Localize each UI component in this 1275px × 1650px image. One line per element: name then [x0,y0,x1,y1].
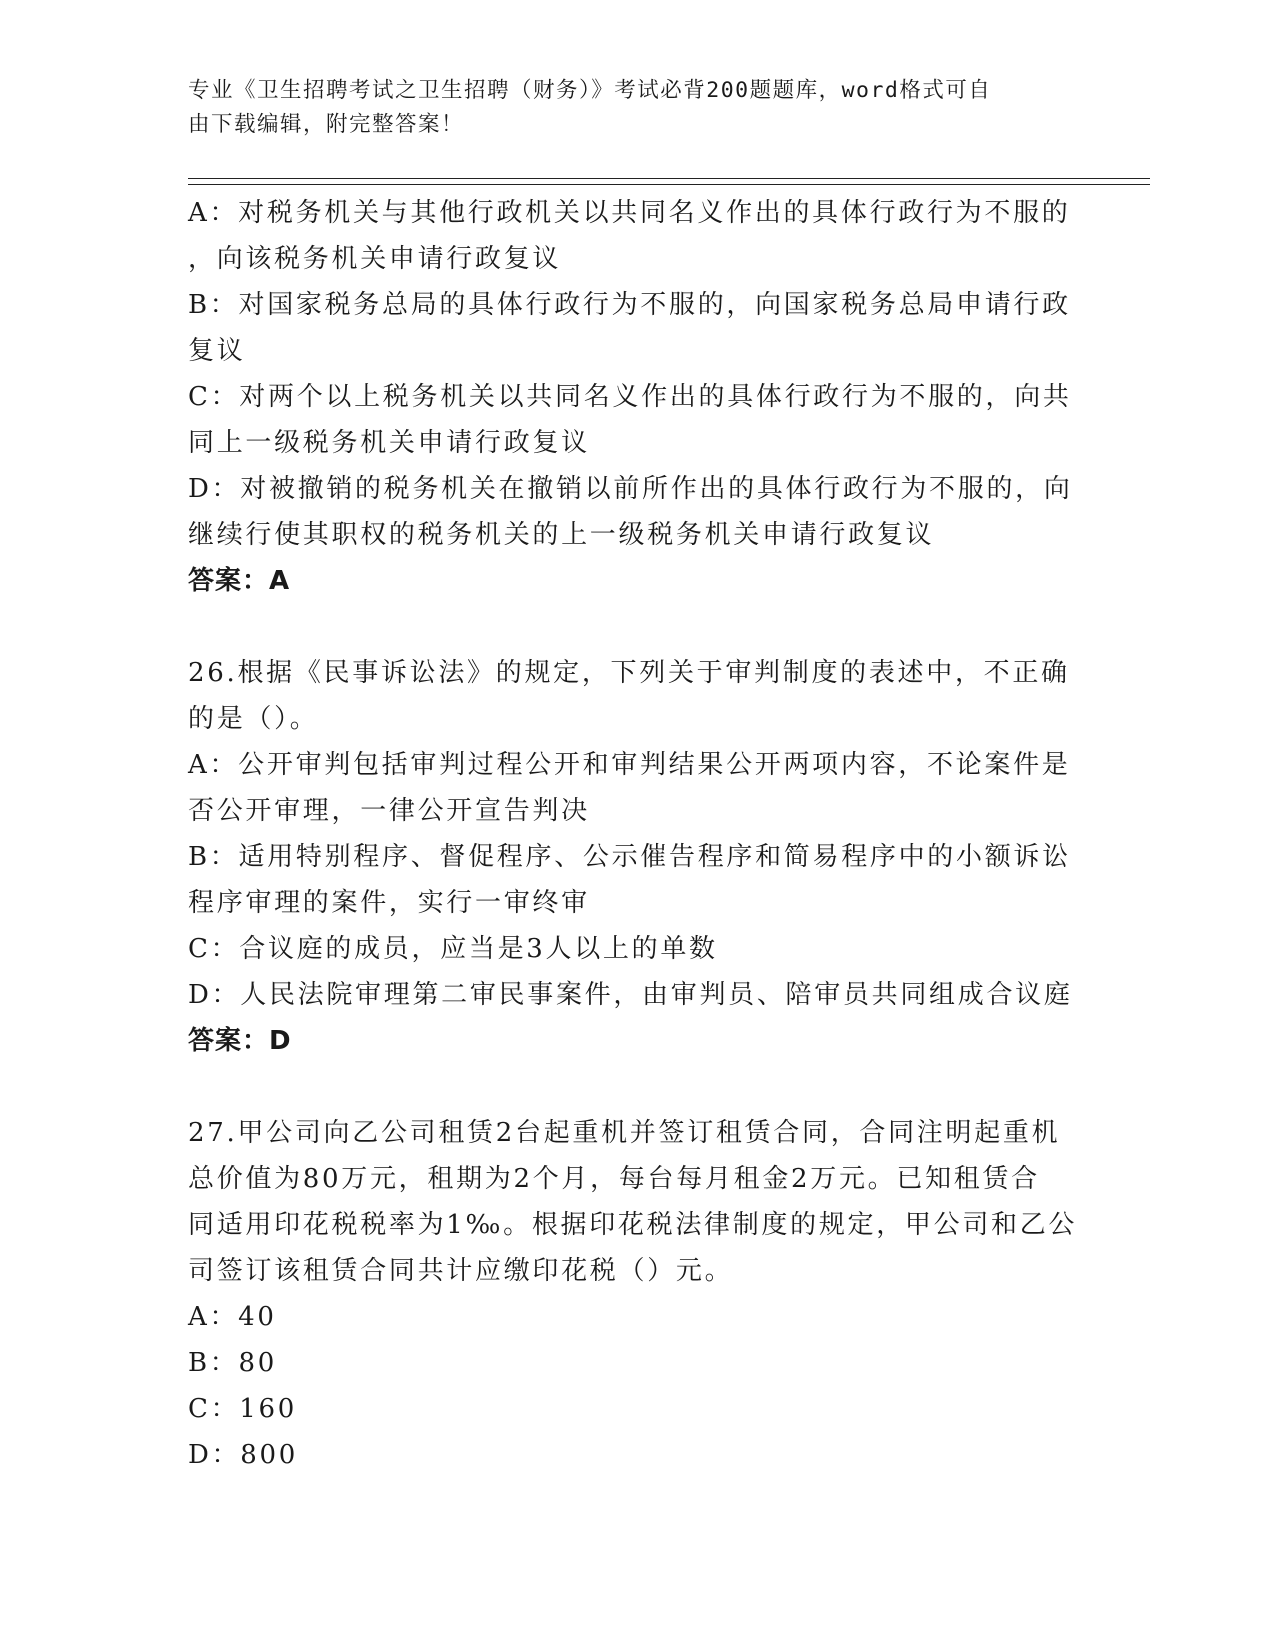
q25-option-b-line-2: 复议 [188,336,246,366]
q25-answer: 答案：A [188,566,291,596]
q27-stem-line-1: 27.甲公司向乙公司租赁2台起重机并签订租赁合同，合同注明起重机 [188,1118,1061,1148]
header-divider-bottom [188,184,1150,185]
q26-stem-line-1: 26.根据《民事诉讼法》的规定，下列关于审判制度的表述中，不正确 [188,658,1070,688]
q26-answer: 答案：D [188,1026,292,1056]
q27-option-d: D：800 [188,1440,298,1470]
question-26-block [188,650,1088,1064]
header-line-2: 由下载编辑，附完整答案！ [188,112,465,137]
q27-option-a: A：40 [188,1302,277,1332]
q25-option-a-line-1: A：对税务机关与其他行政机关以共同名义作出的具体行政行为不服的 [188,198,1071,228]
q27-stem-line-2: 总价值为80万元，租期为2个月，每台每月租金2万元。已知租赁合 [188,1164,1040,1194]
q25-option-b-line-1: B：对国家税务总局的具体行政行为不服的，向国家税务总局申请行政 [188,290,1071,320]
q26-option-a-line-1: A：公开审判包括审判过程公开和审判结果公开两项内容，不论案件是 [188,750,1071,780]
q26-stem-line-2: 的是（）。 [188,704,319,734]
header-divider-top [188,178,1150,179]
q27-option-c: C：160 [188,1394,298,1424]
question-27-block [188,1110,1088,1478]
q26-option-b-line-2: 程序审理的案件，实行一审终审 [188,888,590,918]
q25-option-d-line-2: 继续行使其职权的税务机关的上一级税务机关申请行政复议 [188,520,935,550]
question-25-block [188,190,1088,604]
question-spacer [188,1064,1088,1110]
q26-option-a-line-2: 否公开审理，一律公开宣告判决 [188,796,590,826]
q25-option-c-line-1: C：对两个以上税务机关以共同名义作出的具体行政行为不服的，向共 [188,382,1072,412]
question-spacer [188,604,1088,650]
q27-stem-line-4: 司签订该租赁合同共计应缴印花税（）元。 [188,1256,734,1286]
q26-option-d: D：人民法院审理第二审民事案件，由审判员、陪审员共同组成合议庭 [188,980,1073,1010]
header-line-1: 专业《卫生招聘考试之卫生招聘（财务）》考试必背200题题库，word格式可自 [188,78,992,103]
question-content [188,190,1088,1478]
q27-stem-line-3: 同适用印花税税率为1‰。根据印花税法律制度的规定，甲公司和乙公 [188,1210,1078,1240]
q25-option-a-line-2: ，向该税务机关申请行政复议 [188,244,562,274]
q26-option-b-line-1: B：适用特别程序、督促程序、公示催告程序和简易程序中的小额诉讼 [188,842,1071,872]
q25-option-c-line-2: 同上一级税务机关申请行政复议 [188,428,590,458]
document-header [188,74,1068,142]
q27-option-b: B：80 [188,1348,277,1378]
q26-option-c: C：合议庭的成员，应当是3人以上的单数 [188,934,718,964]
q25-option-d-line-1: D：对被撤销的税务机关在撤销以前所作出的具体行政行为不服的，向 [188,474,1073,504]
